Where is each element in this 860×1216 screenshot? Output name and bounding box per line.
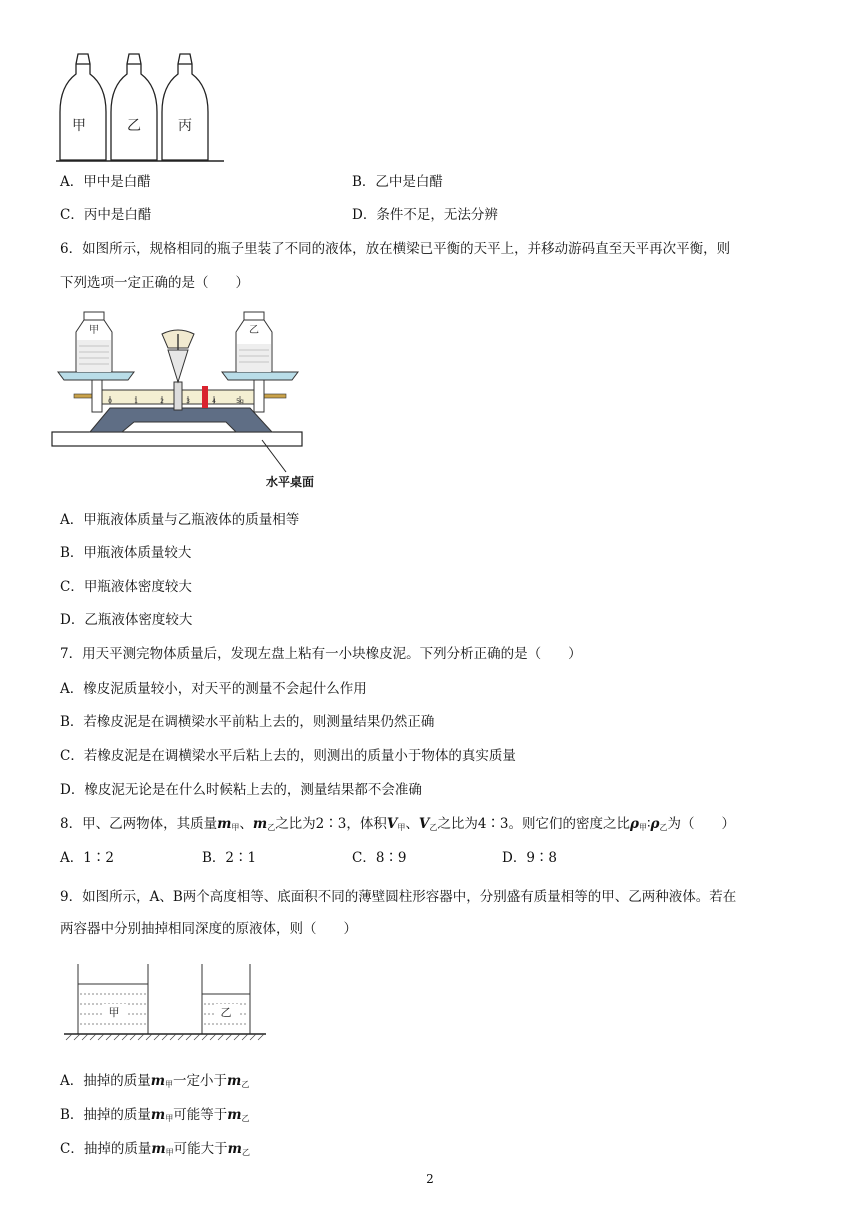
balance-figure [50,304,315,494]
bottle-label-yi: 乙 [127,118,141,134]
q6-option-a: A．甲瓶液体质量与乙瓶液体的质量相等 [60,512,300,528]
q7-option-c: C．若橡皮泥是在调横梁水平后粘上去的，则测出的质量小于物体的真实质量 [60,748,516,764]
q9-stem-line1: 9．如图所示，A、B两个高度相等、底面积不同的薄壁圆柱形容器中，分别盛有质量相等的甲、乙两种液体。若在 [60,889,737,905]
q8-option-d: D．9∶8 [502,850,558,866]
balance-label-yi: 乙 [249,325,259,336]
page-number: 2 [426,1172,434,1186]
q9-option-b: B．抽掉的质量$m_甲$可能等于$m_乙$ [60,1107,250,1123]
q6-option-d: D．乙瓶液体密度较大 [60,612,193,628]
q5-option-a: A．甲中是白醋 [60,174,151,190]
q6-stem-line1: 6．如图所示，规格相同的瓶子里装了不同的液体，放在横梁已平衡的天平上，并移动游码直至天平再次平衡，则 [60,241,731,257]
q5-option-c: C．丙中是白醋 [60,207,152,223]
scale-tick-1: 1 [134,398,138,405]
q7-option-b: B．若橡皮泥是在调横梁水平前粘上去的，则测量结果仍然正确 [60,714,435,730]
q6-option-b: B．甲瓶液体质量较大 [60,545,192,561]
scale-tick-3: 3 [186,398,190,405]
q8-option-a: A．1∶2 [60,850,114,866]
bottle-label-jia: 甲 [72,118,86,134]
bottle-label-bing: 丙 [178,118,192,134]
q7-option-d: D．橡皮泥无论是在什么时候粘上去的，测量结果都不会准确 [60,782,422,798]
bottle-yi [111,54,157,160]
q6-option-c: C．甲瓶液体密度较大 [60,579,192,595]
q7-option-a: A．橡皮泥质量较小，对天平的测量不会起什么作用 [60,681,367,697]
q5-option-b: B．乙中是白醋 [352,174,443,190]
scale-tick-2: 2 [160,398,164,405]
q8-option-c: C．8∶9 [352,850,407,866]
scale-tick-0: 0 [108,398,112,405]
balance-label-jia: 甲 [89,325,99,336]
q7-stem: 7．用天平测完物体质量后，发现左盘上粘有一小块橡皮泥。下列分析正确的是（ ） [60,646,582,662]
container-label-jia: 甲 [108,1006,120,1019]
rider [202,386,208,408]
bottle-bing [162,54,208,160]
q8-stem: 8．甲、乙两物体，其质量$m_甲$、$m_乙$之比为2∶3，体积$V_甲$、$V_乙$之比为4∶3。则它们的密度之比$\rho_甲∶\rho_乙$为（ ） [60,816,736,832]
container-label-yi: 乙 [220,1006,232,1019]
bottles-figure [56,52,228,164]
balance-caption: 水平桌面 [265,475,315,489]
q5-option-d: D．条件不足，无法分辨 [352,207,498,223]
q9-stem-line2: 两容器中分别抽掉相同深度的原液体，则（ ） [60,921,357,937]
scale-tick-4: 4 [212,398,216,405]
q6-stem-line2: 下列选项一定正确的是（ ） [60,275,249,291]
q9-option-a: A．抽掉的质量$m_甲$一定小于$m_乙$ [60,1073,250,1089]
q9-option-c: C．抽掉的质量$m_甲$可能大于$m_乙$ [60,1141,250,1157]
q8-option-b: B．2∶1 [202,850,257,866]
bottle-jia [60,54,106,160]
scale-tick-5: 5g [236,398,244,405]
containers-figure [62,962,270,1042]
